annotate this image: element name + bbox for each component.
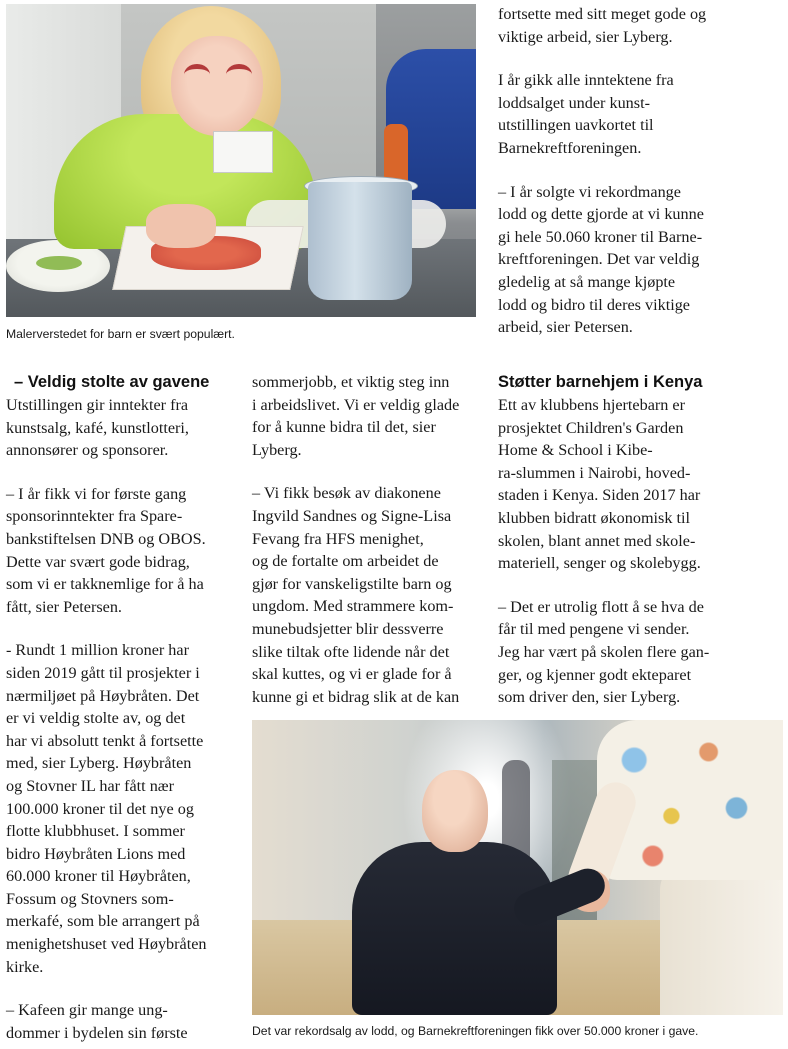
paragraph: – Kafeen gir mange ung- dommer i bydelen sin første — [6, 1001, 188, 1042]
paragraph: - Rundt 1 million kroner har siden 2019 gått til prosjekter i nærmiljøet på Høybråten. Det er vi veldig stolte av, og det har vi absolutt tenkt å fortsette med, sier Lyberg. Høybråten og Stovner IL har fått nær 100.000 kroner til det nye og flotte klubbhuset. I sommer bidro Høybråten Lions med 60.000 kroner til Høybråten, Fossum og Stovners som- merkafé, som ble arrangert på menighetshuset ved Høybråten kirke. — [6, 641, 207, 976]
photo1-caption: Malerverstedet for barn er svært populært. — [6, 327, 235, 341]
paragraph: – I år solgte vi rekordmange lodd og dette gjorde at vi kunne gi hele 50.060 kroner til Barne- kreftforeningen. Det var veldig gledelig at så mange kjøpte lodd og bidro til deres viktige arbeid, sier Petersen. — [498, 182, 704, 337]
left-column — [6, 372, 238, 1044]
paragraph: – I år fikk vi for første gang sponsorinntekter fra Spare- bankstiftelsen DNB og OBOS. Dette var svært gode bidrag, som vi er takknemlige for å ha fått, sier Petersen. — [6, 484, 206, 616]
paragraph: – Det er utrolig flott å se hva de får til med pengene vi sender. Jeg har vært på skolen flere gan- ger, og kjenner godt ekteparet som driver den, sier Lyberg. — [498, 597, 710, 707]
section-heading-stolte: – Veldig stolte av gavene — [14, 373, 210, 391]
paragraph: sommerjobb, et viktig steg inn i arbeidslivet. Vi er veldig glade for å kunne bidra til det, sier Lyberg. — [252, 373, 460, 459]
paragraph: – Vi fikk besøk av diakonene Ingvild Sandnes og Signe-Lisa Fevang fra HFS menighet, og de fortalte om arbeidet de gjør for vanskeligstilte barn og ungdom. Med strammere kom- munebudsjetter blir dessverre slike tiltak ofte lidende når det skal kuttes, og vi er glade for å kunne gi et bidrag slik at de kan — [252, 484, 460, 706]
middle-column — [252, 371, 484, 708]
photo-child-painting — [6, 4, 476, 317]
photo-child-corridor — [252, 720, 783, 1015]
paragraph: I år gikk alle inntektene fra loddsalget under kunst- utstillingen uavkortet til Barnekreftforeningen. — [498, 71, 674, 157]
right-top-column — [498, 3, 783, 339]
paragraph: fortsette med sitt meget gode og viktige arbeid, sier Lyberg. — [498, 5, 707, 46]
paragraph: Ett av klubbens hjertebarn er prosjektet Children's Garden Home & School i Kibe- ra-slummen i Nairobi, hoved- staden i Kenya. Siden 2017 har klubben bidratt økonomisk til skolen, blant annet med skole- materiell, senger og skolebygg. — [498, 396, 701, 573]
section-heading-kenya: Støtter barnehjem i Kenya — [498, 373, 703, 391]
right-column — [498, 372, 783, 709]
photo2-caption: Det var rekordsalg av lodd, og Barnekreftforeningen fikk over 50.000 kroner i gave. — [252, 1024, 699, 1038]
paragraph: Utstillingen gir inntekter fra kunstsalg, kafé, kunstlotteri, annonsører og sponsorer. — [6, 396, 189, 460]
